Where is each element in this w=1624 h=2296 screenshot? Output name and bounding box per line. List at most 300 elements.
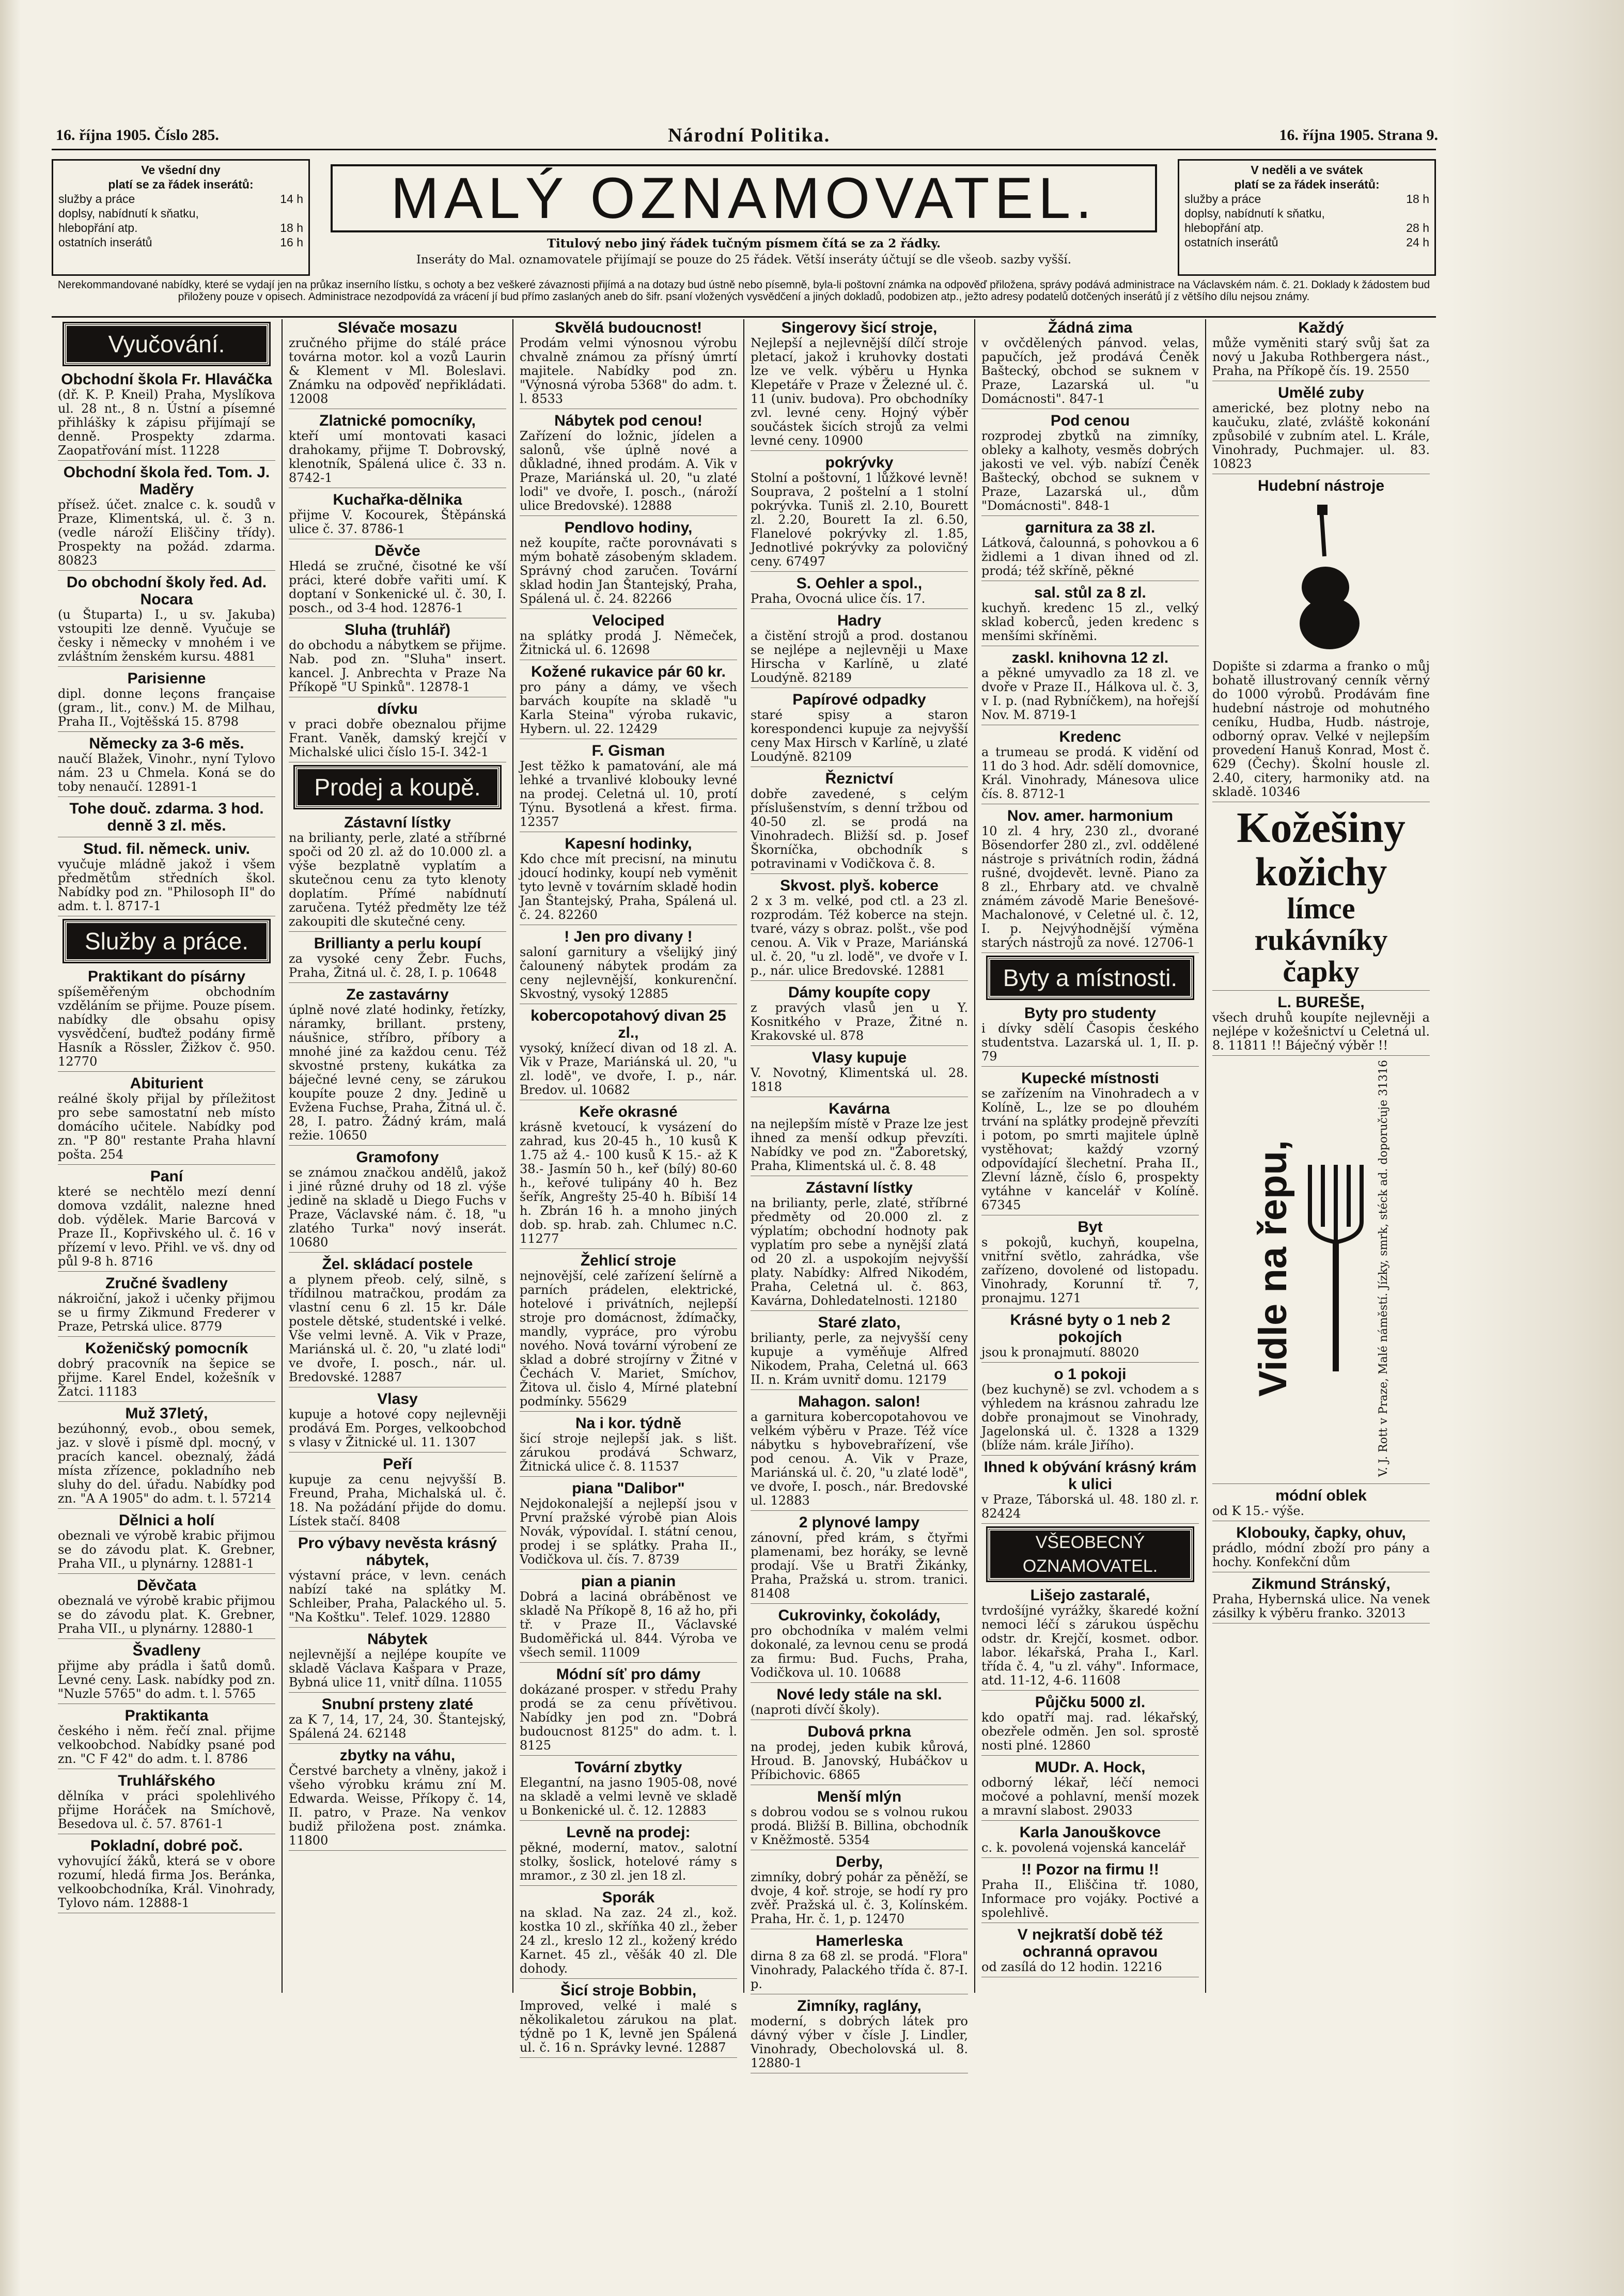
header-right: 16. října 1905. Strana 9. <box>1279 127 1438 144</box>
ad-text: od zasílá do 12 hodin. 12216 <box>981 1960 1162 1974</box>
classified-ad <box>289 621 506 697</box>
price-value: 18 h <box>280 221 303 235</box>
classified-ad <box>1212 1524 1430 1572</box>
ad-headline: Na i kor. týdně <box>575 1415 682 1432</box>
ad-text: nejnovější, celé zařízení šelírně a parních prádelen, elektrické, hotelové i privátních, nejlepší stroje pro domácnost, ždímačky, mandly, vypráce, pro výrobu nového. Nová tovární výrobení ze sklad a dobré strojírny v Žitné v Čechách V. Mariet, Smíchov, Žitova ul. čislo 4, Mírné platební podmínky. 55629 <box>520 1269 737 1409</box>
classified-ad <box>751 1049 968 1097</box>
ad-headline: dívku <box>377 700 418 717</box>
section-tag: Služby a práce. <box>64 920 269 962</box>
classified-ad <box>520 412 737 516</box>
fur-ad-title: Kožešiny <box>1237 804 1406 852</box>
classified-ad <box>58 735 275 797</box>
ad-headline: Německy za 3-6 měs. <box>89 735 244 752</box>
ad-text: na brilianty, perle, zlaté, stříbrné předměty od 20.000 zl. z výplatím; obchodní hodnoty pak vyplatím pro sebe a nynější zlatá od 20 zl. a uspokojím nejvyšší platy. Nabídky: Alfred Nikodém, Praha, Celetná ul. č. 863, Kavárna, Dohledatelnosti. 12180 <box>751 1196 968 1308</box>
classified-ad <box>58 1512 275 1574</box>
classified-ad <box>520 742 737 832</box>
ad-text: obeznali ve výrobě krabic přijmou se do závodu plat. K. Grebner, Praha VII., u plynárny. 12881-1 <box>58 1528 275 1571</box>
classified-ad <box>981 1587 1199 1691</box>
fur-ad-line: límce <box>1287 892 1355 926</box>
ad-headline: Řeznictví <box>825 770 894 787</box>
ad-headline: Mahagon. salon! <box>798 1393 920 1410</box>
classified-ad <box>751 984 968 1046</box>
price-value: 18 h <box>1406 192 1429 206</box>
classified-ad <box>58 968 275 1072</box>
ad-text: saloní garnitury a všelijký jiný čalounený nábytek prodám za ceny nejlevnější, konkurenční. Skvostný, vysoký 12885 <box>520 945 737 1001</box>
ad-headline: pokrývky <box>825 454 894 471</box>
ad-headline: zbytky na váhu, <box>339 1747 456 1764</box>
ad-column-1 <box>52 319 283 1993</box>
ad-headline: zaskl. knihovna 12 zl. <box>1011 649 1169 666</box>
ad-headline: Dělnici a holí <box>118 1512 215 1529</box>
ad-headline: Tohe douč. zdarma. 3 hod. denně 3 zl. měs. <box>69 800 264 834</box>
classified-ad <box>1212 477 1430 802</box>
classified-ad <box>1212 1060 1430 1484</box>
classified-ad <box>289 542 506 618</box>
classified-ad <box>751 1314 968 1390</box>
ad-text: odborný lékař, léčí nemoci močové a pohlavní, menší mozek a mravní slabost. 29033 <box>981 1775 1199 1818</box>
classified-ad <box>1212 805 1430 991</box>
ad-text: úplně nové zlaté hodinky, řetízky, náramky, brillant. prsteny, náušnice, stříbro, příbory a mnohé jiné za každou cenu. Též skvostné prsteny, kukátka za báječné levné ceny, se zárukou koupíte pouze 2 dny. Jedině u Evžena Fuchse, Praha, Žitná ul. č. 28, I. patro. Žádný krám, malá režie. 10650 <box>289 1003 506 1143</box>
classified-ad <box>751 319 968 451</box>
ad-text: s dobrou vodou se s volnou rukou prodá. Bližší B. Billina, obchodník v Kněžmostě. 5354 <box>751 1805 968 1847</box>
header-rule <box>52 149 1436 150</box>
classified-ad <box>981 1219 1199 1308</box>
ad-text: na prodej, jeden kubik kůrová, Hroud. B. Janovský, Hubáčkov u Příbichovic. 6865 <box>751 1740 968 1782</box>
ad-text: V. Novotný, Klimentská ul. 28. 1818 <box>751 1066 968 1094</box>
ad-text: všech druhů koupíte nejlevněji a nejlépe v kožešnictví u Celetná ul. 8. 11811 !! Báječný výběr !! <box>1212 1010 1430 1053</box>
ad-column-3 <box>513 319 744 2055</box>
price-label: doplsy, nabídnutí k sňatku, <box>1184 207 1325 220</box>
price-box-title: Ve všední dny <box>141 163 221 177</box>
ad-text: dělníka v práci spolehlivého přijme Horáček na Smíchově, Besedova ul. č. 57. 8761-1 <box>58 1789 275 1831</box>
classified-ad <box>58 464 275 571</box>
price-label: hlebopřání atp. <box>1184 221 1264 235</box>
ad-headline: Karla Janouškovce <box>1019 1824 1161 1841</box>
classified-ad <box>289 412 506 488</box>
pitchfork-ad <box>1212 1060 1430 1477</box>
classified-ad <box>289 1391 506 1452</box>
ad-headline: Zimníky, raglány, <box>797 1997 922 2014</box>
section-tag: Vyučování. <box>64 323 269 365</box>
pitchfork-icon <box>1300 1160 1372 1377</box>
price-rows <box>1184 192 1429 249</box>
ad-headline: Vlasy kupuje <box>811 1049 907 1066</box>
ad-text: pěkné, moderní, matov., salotní stolky, šoslick, hotelové rámy s mramor., z 30 zl. jen 18 zl. <box>520 1840 737 1883</box>
section-tag: Byty a místnosti. <box>988 957 1193 998</box>
ad-text: vyhovující žáků, která se v obore rozumí, hledá firma Jos. Beránka, velkoobchodníka, Král. Vinohrady, Tylovo nám. 12888-1 <box>58 1854 275 1910</box>
ad-text: výstavní práce, v levn. cenách nabízí také na splátky M. Schleiber, Praha, Palackého ul. 5. "Na Koštku". Telef. 1029. 12880 <box>289 1568 506 1625</box>
fur-ad-line: kožichy <box>1255 849 1387 895</box>
ad-text: Látková, čalounná, s pohovkou a 6 židlemi a 1 divan ihned od zl. prodá; též skříně, pěkné <box>981 536 1199 578</box>
ad-column-6 <box>1206 319 1436 1993</box>
ad-headline: ! Jen pro divany ! <box>564 928 693 945</box>
page-edge-shadow <box>1448 0 1624 2296</box>
ad-text: na nejlepším místě v Praze lze jest ihned za menší odkup převzíti. Nabídky ve pod zn. "Žaboretský, Praha, Klimentská ul. č. 8. 48 <box>751 1117 968 1173</box>
classified-ad <box>58 1340 275 1402</box>
classified-ad <box>751 691 968 767</box>
ad-headline: Zikmund Stránský, <box>1252 1575 1391 1592</box>
classified-ad <box>751 1514 968 1604</box>
classified-ad <box>1212 384 1430 474</box>
ad-headline: Lišejo zastaralé, <box>1030 1587 1150 1604</box>
ad-text: americké, bez plotny nebo na kaučuku, zlaté, zvláště kokonání způsobilé v zubním atel. L. Krále, Vinohrady, Puchmajer. ul. 83. 10823 <box>1212 401 1430 471</box>
ad-text: Elegantní, na jasno 1905-08, nové na skladě a velmi levně ve skladě u Bonkenické ul. č. 12. 12883 <box>520 1775 737 1818</box>
ad-text: na splátky prodá J. Němeček, Žitnická ul. 6. 12698 <box>520 629 737 657</box>
classified-ad <box>520 1759 737 1821</box>
classified-ad <box>751 1932 968 1994</box>
ad-text: dokázané prosper. v středu Prahy prodá se za cenu přívětivou. Nabídky jen pod zn. "Dobrá budoucnost 8125" do adm. t. l. 8125 <box>520 1682 737 1753</box>
ad-headline: Kuchařka-dělnika <box>333 491 462 508</box>
classified-ad <box>58 670 275 732</box>
page-binding-shadow <box>0 0 21 2296</box>
ad-text: v praci dobře obeznalou přijme Frant. Vaněk, damský krejčí v Michalské ulici číslo 15-I. 342-1 <box>289 717 506 759</box>
classified-ad <box>520 612 737 660</box>
ad-headline: Sluha (truhlář) <box>344 621 450 638</box>
notice-rule <box>52 316 1436 318</box>
classified-ad <box>58 800 275 837</box>
classified-ad <box>981 807 1199 953</box>
header-left: 16. října 1905. Číslo 285. <box>56 127 219 144</box>
ad-headline: Skvost. plyš. koberce <box>780 877 939 894</box>
ad-text: Zařízení do ložnic, jídelen a salonů, vše úplně nové a důkladné, ihned prodám. A. Vik v Praze, Mariánská ul. 20, "u zlaté lodi" ve dvoře, I. posch., (nároží ulice Bredovské). 12888 <box>520 429 737 513</box>
ad-text: českého i něm. řečí znal. přijme velkoobchod. Nabídky psané pod zn. "C F 42" do adm. t. l. 8786 <box>58 1724 275 1766</box>
ad-text: a trumeau se prodá. K vidění od 11 do 3 hod. Adr. sdělí domovnice, Král. Vinohrady, Mánesova ulice čís. 8. 8712-1 <box>981 745 1199 801</box>
classified-ad <box>751 575 968 609</box>
classified-ad <box>981 412 1199 516</box>
ad-text: (u Štuparta) I., u sv. Jakuba) vstoupiti lze denně. Vyučuje se česky i německy v mnohém i ve zvláštním ženském kursu. 4881 <box>58 607 275 664</box>
price-label: ostatních inserátů <box>58 236 152 249</box>
ad-text: pro pány a dámy, ve všech barvách koupíte na skladě "u Karla Steina" výroba rukavic, Hybern. ul. 22. 12429 <box>520 680 737 736</box>
classified-ad <box>289 1256 506 1387</box>
classified-ad <box>58 1772 275 1834</box>
ad-text: s pokojů, kuchyň, koupelna, vnitřní světlo, zahrádka, vše zařízeno, dovolené od listopadu. Vinohrady, Korunní tř. 7, pronajmu. 1271 <box>981 1235 1199 1305</box>
ad-headline: S. Oehler a spol., <box>796 575 923 592</box>
ad-text: rozprodej zbytků na zimníky, obleky a kalhoty, vesměs dobrých jakosti ve vel. výb. nabízí Čeněk Baštecký, obchod se suknem v Praze, Lazarská ul., dům "Domácnosti". 848-1 <box>981 429 1199 513</box>
ad-headline: MUDr. A. Hock, <box>1035 1759 1146 1776</box>
classified-ad <box>58 1275 275 1337</box>
ad-headline: Kožené rukavice pár 60 kr. <box>531 663 726 680</box>
classified-ad <box>751 877 968 981</box>
classified-ad <box>981 584 1199 646</box>
price-box-subtitle: platí se za řádek inserátů: <box>1234 178 1380 191</box>
ad-text: šicí stroje nejlepší jak. s lišt. zárukou prodává Schwarz, Žitnická ulice č. 8. 11537 <box>520 1431 737 1474</box>
price-label: hlebopřání atp. <box>58 221 138 235</box>
ad-text: a čistění strojů a prod. dostanou se nejlépe a nejlevněji u Maxe Hirscha v Karlíně, u zlaté Loudýně. 82189 <box>751 629 968 685</box>
classified-ad <box>981 1366 1199 1456</box>
classified-ad <box>520 319 737 409</box>
ad-headline: Do obchodní školy řed. Ad. Nocara <box>66 574 267 608</box>
ad-text: Prodám velmi výnosnou výrobu chvalně známou za přísný úmrtí majitele. Nabídky pod zn. "Výnosná výroba 5368" do adm. t. l. 8533 <box>520 336 737 406</box>
ad-headline: Zručné švadleny <box>105 1275 228 1292</box>
ad-text: Praha II., Eliščina tř. 1080, Informace pro vojáky. Poctivé a spolehlivě. <box>981 1878 1199 1920</box>
ad-text: se známou značkou andělů, jakož i jiné různé druhy od 18 zl. výše jedině na skladě u Diego Fuchs v Praze, Václavské nám. č. 18, "u zlatého Turka" nový inserát. 10680 <box>289 1165 506 1249</box>
ad-headline: Praktikant do písárny <box>87 968 246 985</box>
ad-column-4 <box>744 319 975 2070</box>
ad-headline: Kupecké místnosti <box>1021 1070 1159 1087</box>
weekday-price-box <box>52 159 310 276</box>
ad-headline: Žehlicí stroje <box>580 1252 677 1269</box>
classified-ad <box>520 1666 737 1756</box>
ad-headline: Keře okrasné <box>579 1103 678 1120</box>
ad-text: od K 15.- výše. <box>1212 1503 1305 1518</box>
classified-ad <box>289 814 506 932</box>
ad-headline: Abiturient <box>130 1075 204 1092</box>
price-label: služby a práce <box>58 192 135 206</box>
ad-text: c. k. povolená vojenská kancelář <box>981 1840 1185 1855</box>
classified-ad <box>289 319 506 409</box>
price-box-title: V neděli a ve svátek <box>1251 163 1363 177</box>
ad-headline: Nábytek pod cenou! <box>554 412 702 429</box>
ad-headline: Nové ledy stále na skl. <box>776 1686 942 1703</box>
classified-ad <box>520 1982 737 2058</box>
ad-text: do obchodu a nábytkem se přijme. Nab. pod zn. "Sluha" insert. kancel. J. Anbrechta v Praze Na Příkopě "U Spinků". 12878-1 <box>289 638 506 694</box>
ad-column-5 <box>975 319 1206 1993</box>
ad-headline: Kapesní hodinky, <box>565 835 692 852</box>
ad-text: za K 7, 14, 17, 24, 30. Štantejský, Spálená 24. 62148 <box>289 1712 506 1741</box>
classified-ad <box>981 1861 1199 1923</box>
ad-headline: Peří <box>383 1456 412 1473</box>
masthead-title: MALÝ OZNAMOVATEL. <box>331 164 1157 232</box>
ad-text: reálné školy přijal by příležitost pro sebe samostatní neb místo domácího učitele. Nabídky pod zn. "P 80" restante Praha hlavní pošta. 254 <box>58 1091 275 1162</box>
ad-headline: Tovární zbytky <box>574 1759 682 1776</box>
masthead-subtitle: Titulový nebo jiný řádek tučným písmem čítá se za 2 řádky. <box>546 237 941 251</box>
ad-headline: Dubová prkna <box>807 1723 911 1740</box>
ad-headline: Žel. skládací postele <box>322 1256 473 1273</box>
ad-headline: Umělé zuby <box>1278 384 1364 401</box>
price-label: doplsy, nabídnutí k sňatku, <box>58 207 199 220</box>
ad-text: (naproti dívčí školy). <box>751 1703 880 1717</box>
ad-headline: Skvělá budoucnost! <box>554 319 702 336</box>
ad-headline: Stud. fil. německ. univ. <box>83 840 250 857</box>
ad-text: vysoký, knížecí divan od 18 zl. A. Vik v Praze, Mariánská ul. 20, "u zl. lodě", ve dvoře, I. p., nár. Bredov. ul. 10682 <box>520 1041 737 1097</box>
classified-ad <box>520 835 737 925</box>
classified-ad <box>1212 319 1430 381</box>
ad-text: Jest těžko k pamatování, ale má lehké a trvanlivé klobouky levné na prodej. Celetná ul. 10, protí Týnu. Bysotlená a křest. firma. 12357 <box>520 759 737 829</box>
ad-headline: Dámy koupíte copy <box>788 984 931 1001</box>
ad-headline: Kavárna <box>829 1100 890 1117</box>
classified-ad <box>289 491 506 539</box>
ad-headline: Hudební nástroje <box>1257 477 1385 494</box>
ad-headline: Ze zastavárny <box>346 986 449 1003</box>
ad-text: přijme aby prádla i šatů domů. Levné ceny. Lask. nabídky pod zn. "Nuzle 5765" do adm. t. l. 5765 <box>58 1659 275 1701</box>
classified-ad <box>751 1179 968 1311</box>
price-row <box>58 192 303 206</box>
classified-ad <box>751 1393 968 1511</box>
ad-headline: V nejkratší době též ochranná opravou <box>1017 1926 1163 1960</box>
ad-headline: Hamerleska <box>816 1932 903 1949</box>
ad-headline: Slévače mosazu <box>337 319 458 336</box>
classified-ad <box>289 1631 506 1693</box>
ad-text: v Praze, Táborská ul. 48. 180 zl. r. 82424 <box>981 1492 1199 1521</box>
classified-ad <box>520 1824 737 1886</box>
ad-headline: Ihned k obývání krásný krám k ulici <box>983 1459 1197 1493</box>
price-value: 28 h <box>1406 221 1429 235</box>
classified-ad <box>289 1696 506 1744</box>
ad-headline: Zástavní lístky <box>344 814 451 831</box>
classified-ad <box>58 1837 275 1913</box>
ad-text: naučí Blažek, Vinohr., nyní Tylovo nám. 23 u Chmela. Koná se do toby nenaučí. 12891-1 <box>58 752 275 794</box>
ad-text: vyučuje mládně jakož i všem předmětům středních škol. Nabídky pod zn. "Philosoph II" do adm. t. l. 8717-1 <box>58 857 275 913</box>
classified-ad <box>289 986 506 1146</box>
ad-headline: Paní <box>150 1168 183 1185</box>
ad-text: zánovní, před krám, s čtyřmi plamenami, bez horáky, se levně prodají. Vše u Bratři Žikánky, Praha, Pražská u. strom. tranici. 81408 <box>751 1530 968 1601</box>
price-rows <box>58 192 303 249</box>
classified-ad <box>520 1573 737 1663</box>
price-label: služby a práce <box>1184 192 1261 206</box>
classified-ad <box>981 1311 1199 1363</box>
classified-ad <box>1212 1575 1430 1623</box>
ad-text: Nejlepší a nejlevnější dílčí stroje pletací, jakož i kruhovky dostati lze ve velk. výběru u Hynka Klepetáře v Praze v Železné ul. č. 11 (univ. budova). Pro obchodníky zvl. levné ceny. Hojný výběr součástek šicích strojů za velmi levné ceny. 10900 <box>751 336 968 448</box>
ad-text: Praha, Hybernská ulice. Na venek zásilky k výběru franko. 32013 <box>1212 1591 1430 1620</box>
price-row <box>1184 192 1429 206</box>
ad-text: staré spisy a staron korespondenci kupuje za nejvyšší ceny Max Hirsch v Karlíně, u zlaté Loudýně. 82109 <box>751 708 968 764</box>
ad-text: z pravých vlasů jen u Y. Kosnitkého v Praze, Žitné n. Krakovské ul. 878 <box>751 1001 968 1043</box>
ad-text: prádlo, módní zboží pro pány a hochy. Konfekční dům <box>1212 1540 1430 1569</box>
classified-ad <box>520 519 737 609</box>
ad-headline: Krásné byty o 1 neb 2 pokojích <box>1010 1311 1170 1346</box>
ad-text: za vysoké ceny Žebr. Fuchs, Praha, Žitná ul. č. 28, I. p. 10648 <box>289 951 506 980</box>
price-row <box>58 206 303 221</box>
classified-ad <box>751 1686 968 1720</box>
ad-text: pro obchodníka v malém velmi dokonalé, za levnou cenu se prodá za firmu: Bud. Fuchs, Praha, Vodičkova ul. 10. 10688 <box>751 1623 968 1680</box>
classified-ad <box>289 1747 506 1851</box>
ad-text: dirna 8 za 68 zl. se prodá. "Flora" Vinohrady, Palackého třída č. 87-I. p. <box>751 1949 968 1991</box>
classified-ad <box>520 928 737 1004</box>
ad-headline: 2 plynové lampy <box>799 1514 920 1531</box>
ad-headline: Snubní prsteny zlaté <box>321 1696 474 1713</box>
ad-text: na brilianty, perle, zlaté a stříbrné spoči od 20 zl. až do 10.000 zl. a výše bezplatně vyplatím a skutečnou cenu za tyto klenoty doplatím. Přímé nabídnutí zaručena. Tytéž předměty lze též zakoupiti dle skutečné ceny. <box>289 831 506 929</box>
general-advertiser-badge: VŠEOBECNÝ OZNAMOVATEL. <box>988 1528 1193 1581</box>
ad-headline: Klobouky, čapky, ohuv, <box>1236 1524 1406 1541</box>
classified-ad <box>981 319 1199 409</box>
classified-ad <box>520 1889 737 1979</box>
masthead-subtitle-2: Inseráty do Mal. oznamovatele přijímají se pouze do 25 řádek. Větší inseráty účtují se dle všeob. sazby vyšší. <box>416 253 1072 267</box>
classified-ad <box>520 663 737 739</box>
ad-text: (bez kuchyně) se zvl. vchodem a s výhledem na krásnou zahradu lze dobře pronajmout se Vinohrady, Jagelonská ul. č. 1328 a 1329 (blíže nám. krále Jiřího). <box>981 1382 1199 1452</box>
classified-ad <box>751 612 968 688</box>
ad-text: dipl. donne leçons française (gram., lit., conv.) M. de Milhau, Praha II., Vojtěšská 15. 8798 <box>58 686 275 729</box>
ad-headline: Truhlářského <box>118 1772 215 1789</box>
ad-headline: Papírové odpadky <box>792 691 926 708</box>
classified-ad <box>981 1759 1199 1821</box>
ad-headline: pian a pianin <box>581 1573 676 1590</box>
classified-ad <box>520 1415 737 1477</box>
ad-headline: Švadleny <box>132 1642 201 1659</box>
ad-text: (dř. K. P. Kneil) Praha, Myslíkova ul. 28 nt., 8 n. Ústní a písemné přihlášky k zápisu přijímají se denně. Prospekty zdarma. Zaopatřování míst. 11228 <box>58 387 275 458</box>
classified-ad <box>289 935 506 983</box>
ad-headline: Sporák <box>602 1889 655 1906</box>
classified-ad <box>751 1853 968 1929</box>
ad-headline: Zástavní lístky <box>806 1179 913 1196</box>
masthead <box>52 155 1436 315</box>
ad-text: brilianty, perle, za nejvyšší ceny kupuje a vyměňuje Alfred Nikodem, Praha, Celetná ul. 663 II. n. Krám uvnitř domu. 12179 <box>751 1331 968 1387</box>
price-value: 16 h <box>280 236 303 249</box>
ad-text: kupuje a hotové copy nejlevněji prodává Em. Porges, velkoobchod s vlasy v Žitnické ul. 11. 1307 <box>289 1407 506 1449</box>
ad-text: než koupíte, račte porovnávati s mým bohatě zásobeným skladem. Správný chod zaručen. Tovární sklad hodin Jan Štantejský, Praha, Spálená ul. č. 24. 82266 <box>520 536 737 606</box>
classified-ad <box>58 1642 275 1704</box>
fur-ad-heading <box>1212 851 1430 988</box>
ad-text: dobrý pracovník na šepice se přijme. Karel Endel, kožešník v Žatci. 11183 <box>58 1356 275 1399</box>
price-row <box>1184 235 1429 249</box>
ad-headline: garnitura za 38 zl. <box>1025 519 1155 536</box>
pitchfork-ad-title: Vidle na řepu, <box>1251 1139 1295 1397</box>
classified-ad <box>58 371 275 461</box>
classified-ad <box>751 454 968 572</box>
price-row <box>1184 221 1429 235</box>
classified-ad <box>520 1480 737 1570</box>
ad-headline: L. BUREŠE, <box>1277 993 1365 1011</box>
ad-text: obeznalá ve výrobě krabic přijmou se do závodu plat. K. Grebner, Praha VII., u plynárny. 12880-1 <box>58 1594 275 1636</box>
ad-headline: Byty pro studenty <box>1024 1005 1157 1022</box>
classified-ad <box>520 1252 737 1412</box>
ad-text: Dopište si zdarma a franko o můj bohatě illustrovaný cenník věrný do 1000 výrobů. Prodávám fine hudební nástroje od mohutného ceníku, Hudba, Hudb. nástroje, odborný oprav. Velké v nejlepším provedení Hanuš Konrad, Most č. 629 (Čechy). Školní housle zl. 2.40, citery, harmoniky atd. na skladě. 10346 <box>1212 659 1430 799</box>
ad-text: dobře zavedené, s celým příslušenstvím, s denní tržbou od 40-50 zl. se prodá na Vinohradech. Bližší sd. p. Josef Škorníčka, obchodník s potravinami v Vodičkova č. 8. <box>751 787 968 871</box>
ad-headline: Levně na prodej: <box>566 1824 691 1841</box>
ad-text: 2 x 3 m. velké, pod ctl. a 23 zl. rozprodám. Též koberce na stejn. tvaré, vázy s obraz. polšt., vše pod cenou. A. Vik v Praze, Mariánská ul. č. 20, "u zl. lodě", ve dvoře v I. p., nár. ulice Bredovské. 12881 <box>751 894 968 978</box>
ad-text: Improved, velké i malé s několikaletou zárukou na plat. týdně po 1 K, levně jen Spálená ul. č. 16 n. Správky levné. 12887 <box>520 1998 737 2055</box>
ad-text: Kdo chce mít precisní, na minutu jdoucí hodinky, koupí neb vyměnit tyto levně v továrním skladě hodin Jan Štantejský, Praha, Spálená ul. č. 24. 82260 <box>520 852 737 922</box>
ad-text: kupuje za cenu nejvyšší B. Freund, Praha, Michalská ul. č. 18. Na požádání přijde do domu. Lístek stačí. 8408 <box>289 1472 506 1528</box>
ad-text: a pěkné umyvadlo za 18 zl. ve dvoře v Praze II., Hálkova ul. č. 3, v I. p. (nad Rybníčkem), na hořejší Nov. M. 8719-1 <box>981 666 1199 722</box>
ad-headline: o 1 pokoji <box>1054 1366 1127 1383</box>
ad-text: a garnitura kobercopotahovou ve velkém výběru v Praze. Též více nábytku s hybovebrařízení, vše pod cenou. A. Vik v Praze, Mariánská ul. č. 20, "u zlaté lodě", ve dvoře, I. posch., nár. Bredovské ul. 12883 <box>751 1410 968 1508</box>
classified-ad <box>981 1926 1199 1977</box>
ad-headline: Koženičský pomocník <box>85 1340 248 1357</box>
ad-text: přísež. účet. znalce c. k. soudů v Praze, Klimentská, ul. č. 3 n. (vedle nároží Eliščiny třídy). Prospekty na požád. zdarma. 80823 <box>58 497 275 568</box>
ad-headline: Obchodní škola řed. Tom. J. Maděry <box>63 464 270 498</box>
ad-text: moderní, s dobrých látek pro dávný výber v čísle J. Lindler, Vinohrady, Obecholovská ul. 8. 12880-1 <box>751 2014 968 2070</box>
fur-ad-line: čapky <box>1283 954 1360 988</box>
ad-headline: Každý <box>1298 319 1344 336</box>
ad-text: kuchyň. kredenc 15 zl., velký sklad koberců, jeden kredenc s menšími skříněmi. <box>981 601 1199 643</box>
header-center: Národní Politika. <box>668 124 831 146</box>
ad-headline: kobercopotahový divan 25 zl., <box>530 1007 726 1041</box>
ad-headline: Nábytek <box>367 1631 428 1648</box>
ad-headline: Derby, <box>835 1853 883 1870</box>
classified-ad <box>58 1405 275 1509</box>
ad-column-2 <box>283 319 513 1993</box>
classified-ad <box>1212 1487 1430 1521</box>
ad-headline: !! Pozor na firmu !! <box>1021 1861 1159 1878</box>
ad-headline: Žádná zima <box>1048 319 1133 336</box>
ad-headline: Vlasy <box>377 1391 418 1408</box>
ad-headline: Pokladní, dobré poč. <box>90 1837 243 1854</box>
ad-text: Stolní a poštovní, 1 lůžkové levně! Souprava, 2 poštelní a 1 stolní pokrývka. Tuniš zl. 2.10, Bourett zl. 2.20, Bourett Ia zl. 6.50, Flanelové pokrývky zl. 1.85, Jednotlivé pokrývky za polovičný ceny. 67497 <box>751 471 968 569</box>
administration-notice: Nerekommandované nabídky, které se vydají jen na průkaz inserního lístku, s ochoty a bez veškeré závaznosti přijímá a na dotazy bud ústně nebo písemně, byla-li poštovní známka na odpověď přiložena, správy podává administrace na Václavském nám. č. 21. Doklady k žádostem bud přiloženy pouze v opisech. Administrace nezodpovídá za vrácení jí bud přímo zaslaných aneb do šifr. psaní vložených vysvědčení a jiných dokladů, podobizen atp., ježto adresy podatelů dotčených inserátů jí z většího dílu nejsou známy. <box>57 279 1430 303</box>
classified-ad <box>751 1723 968 1785</box>
classified-ad <box>58 1707 275 1769</box>
classified-ad <box>981 728 1199 804</box>
price-row <box>58 235 303 249</box>
ad-text: na sklad. Na zaz. 24 zl., kož. kostka 10 zl., skříňka 40 zl., žeber 24 zl., kreslo 12 zl., kožený krédo Karnet. 45 zl., věšák 40 zl. Dle dohody. <box>520 1905 737 1976</box>
holiday-price-box <box>1178 159 1436 276</box>
ad-headline: Děvčata <box>136 1577 197 1594</box>
violin-icon <box>1275 499 1368 654</box>
ad-text: jsou k pronajmutí. 88020 <box>981 1345 1139 1360</box>
classified-ad <box>289 1456 506 1532</box>
ad-headline: Pendlovo hodiny, <box>564 519 693 536</box>
classified-ad <box>58 1577 275 1639</box>
ad-headline: Módní síť pro dámy <box>556 1666 701 1683</box>
classified-ad <box>751 770 968 874</box>
classified-ad <box>289 700 506 762</box>
classified-ad <box>751 1607 968 1683</box>
ad-text: v ovčdělených pánvod. velas, papučích, jež prodává Čeněk Baštecký, obchod se suknem v Praze, Lazarská ul. "u Domácnosti". 847-1 <box>981 336 1199 406</box>
ad-headline: Zlatnické pomocníky, <box>319 412 476 429</box>
ad-text: Praha, Ovocná ulice čís. 17. <box>751 591 926 606</box>
section-tag: Prodej a koupě. <box>295 767 500 808</box>
ad-headline: Pod cenou <box>1050 412 1130 429</box>
